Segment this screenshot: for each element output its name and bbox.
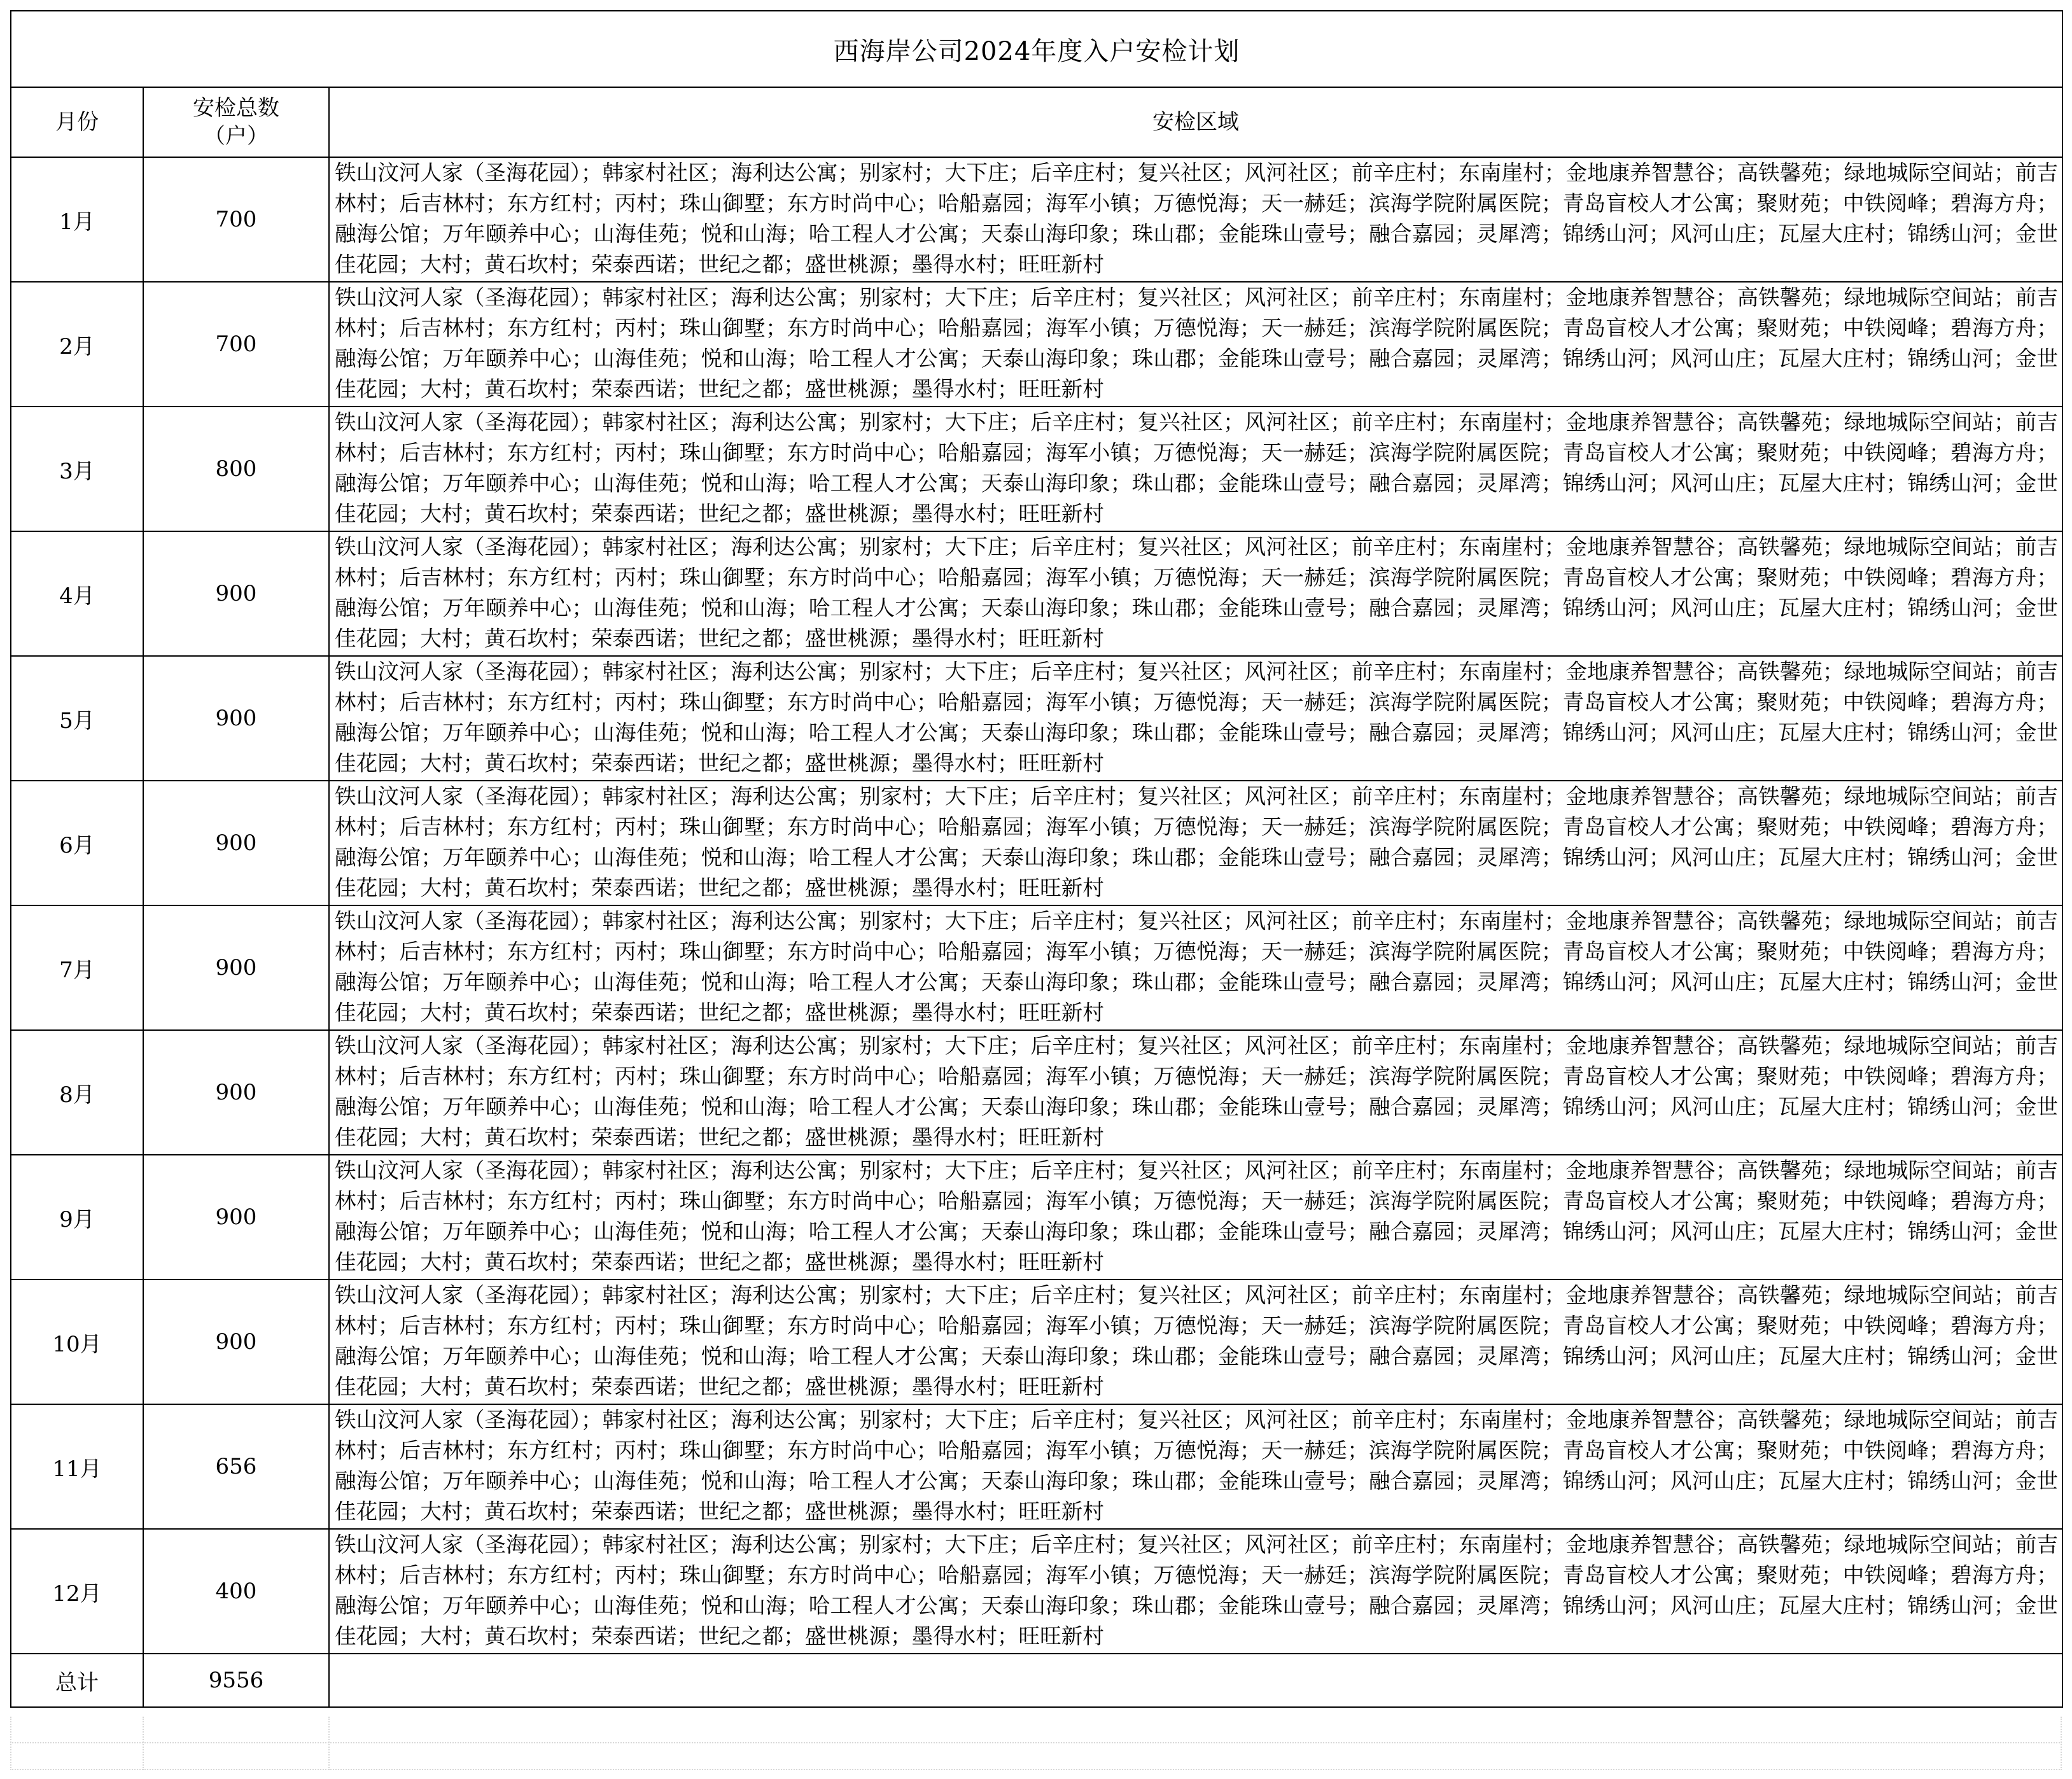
- count-cell: 900: [143, 781, 329, 905]
- header-month: 月份: [11, 87, 143, 157]
- gridline: [143, 1717, 144, 1770]
- area-cell: 铁山汶河人家（圣海花园）；韩家村社区；海利达公寓；别家村；大下庄；后辛庄村；复兴社区；风河社区；前辛庄村；东南崖村；金地康养智慧谷；高铁馨苑；绿地城际空间站；前吉林村；后吉林村；东方红村；丙村；珠山御墅；东方时尚中心；哈船嘉园；海军小镇；万德悦海；天一赫廷；滨海学院附属医院；青岛盲校人才公寓；聚财苑；中铁阅峰；碧海方舟；融海公馆；万年颐养中心；山海佳苑；悦和山海；哈工程人才公寓；天泰山海印象；珠山郡；金能珠山壹号；融合嘉园；灵犀湾；锦绣山河；风河山庄；瓦屋大庄村；锦绣山河；金世佳花园；大村；黄石坎村；荣泰西诺；世纪之都；盛世桃源；墨得水村；旺旺新村: [329, 1529, 2062, 1654]
- area-cell: 铁山汶河人家（圣海花园）；韩家村社区；海利达公寓；别家村；大下庄；后辛庄村；复兴社区；风河社区；前辛庄村；东南崖村；金地康养智慧谷；高铁馨苑；绿地城际空间站；前吉林村；后吉林村；东方红村；丙村；珠山御墅；东方时尚中心；哈船嘉园；海军小镇；万德悦海；天一赫廷；滨海学院附属医院；青岛盲校人才公寓；聚财苑；中铁阅峰；碧海方舟；融海公馆；万年颐养中心；山海佳苑；悦和山海；哈工程人才公寓；天泰山海印象；珠山郡；金能珠山壹号；融合嘉园；灵犀湾；锦绣山河；风河山庄；瓦屋大庄村；锦绣山河；金世佳花园；大村；黄石坎村；荣泰西诺；世纪之都；盛世桃源；墨得水村；旺旺新村: [329, 1030, 2062, 1155]
- header-area: 安检区域: [329, 87, 2062, 157]
- count-cell: 900: [143, 905, 329, 1030]
- month-cell: 1月: [11, 157, 143, 282]
- month-cell: 8月: [11, 1030, 143, 1155]
- gridline: [10, 1769, 2062, 1770]
- count-cell: 900: [143, 1280, 329, 1404]
- area-cell: 铁山汶河人家（圣海花园）；韩家村社区；海利达公寓；别家村；大下庄；后辛庄村；复兴社区；风河社区；前辛庄村；东南崖村；金地康养智慧谷；高铁馨苑；绿地城际空间站；前吉林村；后吉林村；东方红村；丙村；珠山御墅；东方时尚中心；哈船嘉园；海军小镇；万德悦海；天一赫廷；滨海学院附属医院；青岛盲校人才公寓；聚财苑；中铁阅峰；碧海方舟；融海公馆；万年颐养中心；山海佳苑；悦和山海；哈工程人才公寓；天泰山海印象；珠山郡；金能珠山壹号；融合嘉园；灵犀湾；锦绣山河；风河山庄；瓦屋大庄村；锦绣山河；金世佳花园；大村；黄石坎村；荣泰西诺；世纪之都；盛世桃源；墨得水村；旺旺新村: [329, 1280, 2062, 1404]
- header-count: [143, 87, 329, 157]
- total-count: 9556: [143, 1654, 329, 1707]
- area-cell: 铁山汶河人家（圣海花园）；韩家村社区；海利达公寓；别家村；大下庄；后辛庄村；复兴社区；风河社区；前辛庄村；东南崖村；金地康养智慧谷；高铁馨苑；绿地城际空间站；前吉林村；后吉林村；东方红村；丙村；珠山御墅；东方时尚中心；哈船嘉园；海军小镇；万德悦海；天一赫廷；滨海学院附属医院；青岛盲校人才公寓；聚财苑；中铁阅峰；碧海方舟；融海公馆；万年颐养中心；山海佳苑；悦和山海；哈工程人才公寓；天泰山海印象；珠山郡；金能珠山壹号；融合嘉园；灵犀湾；锦绣山河；风河山庄；瓦屋大庄村；锦绣山河；金世佳花园；大村；黄石坎村；荣泰西诺；世纪之都；盛世桃源；墨得水村；旺旺新村: [329, 905, 2062, 1030]
- empty-gridlines: [10, 1717, 2062, 1770]
- inspection-plan-table: [10, 10, 2063, 1708]
- header-count-line1: 安检总数: [193, 95, 279, 121]
- total-label: 总计: [11, 1654, 143, 1707]
- header-count-line2: （户）: [204, 123, 269, 149]
- month-cell: 10月: [11, 1280, 143, 1404]
- gridline: [2061, 1717, 2062, 1770]
- gridline: [328, 1717, 330, 1770]
- table-row: [11, 1280, 2062, 1404]
- month-cell: 9月: [11, 1155, 143, 1280]
- table-row: [11, 781, 2062, 905]
- area-cell: 铁山汶河人家（圣海花园）；韩家村社区；海利达公寓；别家村；大下庄；后辛庄村；复兴社区；风河社区；前辛庄村；东南崖村；金地康养智慧谷；高铁馨苑；绿地城际空间站；前吉林村；后吉林村；东方红村；丙村；珠山御墅；东方时尚中心；哈船嘉园；海军小镇；万德悦海；天一赫廷；滨海学院附属医院；青岛盲校人才公寓；聚财苑；中铁阅峰；碧海方舟；融海公馆；万年颐养中心；山海佳苑；悦和山海；哈工程人才公寓；天泰山海印象；珠山郡；金能珠山壹号；融合嘉园；灵犀湾；锦绣山河；风河山庄；瓦屋大庄村；锦绣山河；金世佳花园；大村；黄石坎村；荣泰西诺；世纪之都；盛世桃源；墨得水村；旺旺新村: [329, 157, 2062, 282]
- month-cell: 2月: [11, 282, 143, 407]
- count-cell: 900: [143, 1030, 329, 1155]
- table-row: [11, 1529, 2062, 1654]
- table-row: [11, 1155, 2062, 1280]
- title-row: [11, 11, 2062, 87]
- count-cell: 700: [143, 157, 329, 282]
- table-row: [11, 407, 2062, 531]
- header-row: [11, 87, 2062, 157]
- area-cell: 铁山汶河人家（圣海花园）；韩家村社区；海利达公寓；别家村；大下庄；后辛庄村；复兴社区；风河社区；前辛庄村；东南崖村；金地康养智慧谷；高铁馨苑；绿地城际空间站；前吉林村；后吉林村；东方红村；丙村；珠山御墅；东方时尚中心；哈船嘉园；海军小镇；万德悦海；天一赫廷；滨海学院附属医院；青岛盲校人才公寓；聚财苑；中铁阅峰；碧海方舟；融海公馆；万年颐养中心；山海佳苑；悦和山海；哈工程人才公寓；天泰山海印象；珠山郡；金能珠山壹号；融合嘉园；灵犀湾；锦绣山河；风河山庄；瓦屋大庄村；锦绣山河；金世佳花园；大村；黄石坎村；荣泰西诺；世纪之都；盛世桃源；墨得水村；旺旺新村: [329, 282, 2062, 407]
- table-row: [11, 157, 2062, 282]
- month-cell: 3月: [11, 407, 143, 531]
- month-cell: 7月: [11, 905, 143, 1030]
- area-cell: 铁山汶河人家（圣海花园）；韩家村社区；海利达公寓；别家村；大下庄；后辛庄村；复兴社区；风河社区；前辛庄村；东南崖村；金地康养智慧谷；高铁馨苑；绿地城际空间站；前吉林村；后吉林村；东方红村；丙村；珠山御墅；东方时尚中心；哈船嘉园；海军小镇；万德悦海；天一赫廷；滨海学院附属医院；青岛盲校人才公寓；聚财苑；中铁阅峰；碧海方舟；融海公馆；万年颐养中心；山海佳苑；悦和山海；哈工程人才公寓；天泰山海印象；珠山郡；金能珠山壹号；融合嘉园；灵犀湾；锦绣山河；风河山庄；瓦屋大庄村；锦绣山河；金世佳花园；大村；黄石坎村；荣泰西诺；世纪之都；盛世桃源；墨得水村；旺旺新村: [329, 1155, 2062, 1280]
- table-row: [11, 531, 2062, 656]
- count-cell: 656: [143, 1404, 329, 1529]
- area-cell: 铁山汶河人家（圣海花园）；韩家村社区；海利达公寓；别家村；大下庄；后辛庄村；复兴社区；风河社区；前辛庄村；东南崖村；金地康养智慧谷；高铁馨苑；绿地城际空间站；前吉林村；后吉林村；东方红村；丙村；珠山御墅；东方时尚中心；哈船嘉园；海军小镇；万德悦海；天一赫廷；滨海学院附属医院；青岛盲校人才公寓；聚财苑；中铁阅峰；碧海方舟；融海公馆；万年颐养中心；山海佳苑；悦和山海；哈工程人才公寓；天泰山海印象；珠山郡；金能珠山壹号；融合嘉园；灵犀湾；锦绣山河；风河山庄；瓦屋大庄村；锦绣山河；金世佳花园；大村；黄石坎村；荣泰西诺；世纪之都；盛世桃源；墨得水村；旺旺新村: [329, 781, 2062, 905]
- count-cell: 900: [143, 656, 329, 781]
- area-cell: 铁山汶河人家（圣海花园）；韩家村社区；海利达公寓；别家村；大下庄；后辛庄村；复兴社区；风河社区；前辛庄村；东南崖村；金地康养智慧谷；高铁馨苑；绿地城际空间站；前吉林村；后吉林村；东方红村；丙村；珠山御墅；东方时尚中心；哈船嘉园；海军小镇；万德悦海；天一赫廷；滨海学院附属医院；青岛盲校人才公寓；聚财苑；中铁阅峰；碧海方舟；融海公馆；万年颐养中心；山海佳苑；悦和山海；哈工程人才公寓；天泰山海印象；珠山郡；金能珠山壹号；融合嘉园；灵犀湾；锦绣山河；风河山庄；瓦屋大庄村；锦绣山河；金世佳花园；大村；黄石坎村；荣泰西诺；世纪之都；盛世桃源；墨得水村；旺旺新村: [329, 1404, 2062, 1529]
- month-cell: 6月: [11, 781, 143, 905]
- table-row: [11, 905, 2062, 1030]
- gridline: [10, 1717, 11, 1770]
- area-cell: 铁山汶河人家（圣海花园）；韩家村社区；海利达公寓；别家村；大下庄；后辛庄村；复兴社区；风河社区；前辛庄村；东南崖村；金地康养智慧谷；高铁馨苑；绿地城际空间站；前吉林村；后吉林村；东方红村；丙村；珠山御墅；东方时尚中心；哈船嘉园；海军小镇；万德悦海；天一赫廷；滨海学院附属医院；青岛盲校人才公寓；聚财苑；中铁阅峰；碧海方舟；融海公馆；万年颐养中心；山海佳苑；悦和山海；哈工程人才公寓；天泰山海印象；珠山郡；金能珠山壹号；融合嘉园；灵犀湾；锦绣山河；风河山庄；瓦屋大庄村；锦绣山河；金世佳花园；大村；黄石坎村；荣泰西诺；世纪之都；盛世桃源；墨得水村；旺旺新村: [329, 407, 2062, 531]
- month-cell: 11月: [11, 1404, 143, 1529]
- table-row: [11, 656, 2062, 781]
- table-row: [11, 282, 2062, 407]
- gridline: [10, 1742, 2062, 1743]
- total-area-empty: [329, 1654, 2062, 1707]
- sheet-title: 西海岸公司2024年度入户安检计划: [11, 11, 2062, 87]
- month-cell: 4月: [11, 531, 143, 656]
- month-cell: 5月: [11, 656, 143, 781]
- table-row: [11, 1030, 2062, 1155]
- area-cell: 铁山汶河人家（圣海花园）；韩家村社区；海利达公寓；别家村；大下庄；后辛庄村；复兴社区；风河社区；前辛庄村；东南崖村；金地康养智慧谷；高铁馨苑；绿地城际空间站；前吉林村；后吉林村；东方红村；丙村；珠山御墅；东方时尚中心；哈船嘉园；海军小镇；万德悦海；天一赫廷；滨海学院附属医院；青岛盲校人才公寓；聚财苑；中铁阅峰；碧海方舟；融海公馆；万年颐养中心；山海佳苑；悦和山海；哈工程人才公寓；天泰山海印象；珠山郡；金能珠山壹号；融合嘉园；灵犀湾；锦绣山河；风河山庄；瓦屋大庄村；锦绣山河；金世佳花园；大村；黄石坎村；荣泰西诺；世纪之都；盛世桃源；墨得水村；旺旺新村: [329, 656, 2062, 781]
- count-cell: 700: [143, 282, 329, 407]
- count-cell: 400: [143, 1529, 329, 1654]
- total-row: [11, 1654, 2062, 1707]
- count-cell: 900: [143, 531, 329, 656]
- month-cell: 12月: [11, 1529, 143, 1654]
- table-row: [11, 1404, 2062, 1529]
- count-cell: 800: [143, 407, 329, 531]
- area-cell: 铁山汶河人家（圣海花园）；韩家村社区；海利达公寓；别家村；大下庄；后辛庄村；复兴社区；风河社区；前辛庄村；东南崖村；金地康养智慧谷；高铁馨苑；绿地城际空间站；前吉林村；后吉林村；东方红村；丙村；珠山御墅；东方时尚中心；哈船嘉园；海军小镇；万德悦海；天一赫廷；滨海学院附属医院；青岛盲校人才公寓；聚财苑；中铁阅峰；碧海方舟；融海公馆；万年颐养中心；山海佳苑；悦和山海；哈工程人才公寓；天泰山海印象；珠山郡；金能珠山壹号；融合嘉园；灵犀湾；锦绣山河；风河山庄；瓦屋大庄村；锦绣山河；金世佳花园；大村；黄石坎村；荣泰西诺；世纪之都；盛世桃源；墨得水村；旺旺新村: [329, 531, 2062, 656]
- count-cell: 900: [143, 1155, 329, 1280]
